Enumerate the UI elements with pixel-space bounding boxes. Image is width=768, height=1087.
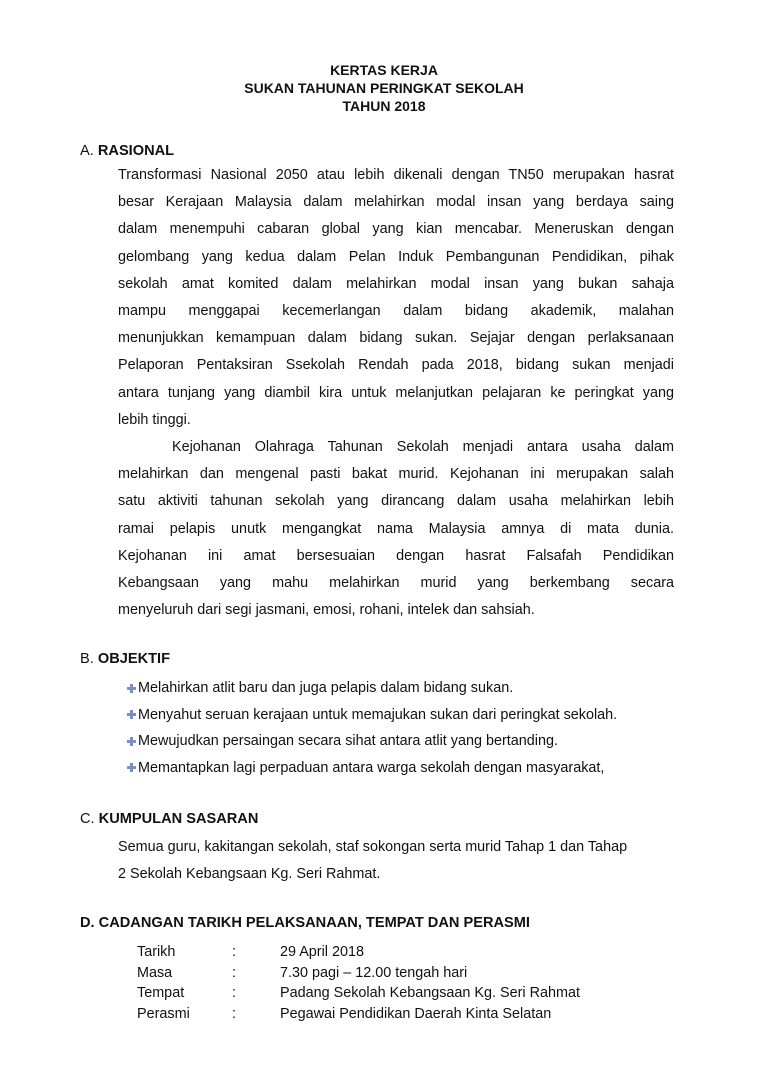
objective-text: Melahirkan atlit baru dan juga pelapis dalam bidang sukan. [138, 680, 514, 696]
detail-value: Pegawai Pendidikan Daerah Kinta Selatan [280, 1005, 552, 1022]
detail-row [137, 983, 580, 1004]
detail-separator: : [232, 944, 236, 960]
text-line: melahirkan dan mengenal pasti bakat murid. Kejohanan ini merupakan salah [118, 466, 674, 483]
objective-item [127, 755, 617, 782]
detail-value: Padang Sekolah Kebangsaan Kg. Seri Rahmat [280, 985, 581, 1001]
section-d-heading [80, 915, 530, 931]
detail-separator: : [232, 1005, 236, 1022]
details-table [137, 942, 580, 1024]
bullet-icon [127, 763, 136, 772]
text-line: Pelaporan Pentaksiran Ssekolah Rendah pada 2018, bidang sukan menjadi [118, 357, 674, 374]
objective-text: Mewujudkan persaingan secara sihat antara atlit yang bertanding. [138, 733, 558, 749]
text-line: mampu menggapai kecemerlangan dalam bidang akademik, malahan [118, 302, 674, 319]
objective-item [127, 675, 617, 702]
text-line: menunjukkan kemampuan dalam bidang sukan. Sejajar dengan perlaksanaan [118, 330, 674, 347]
title-line: TAHUN 2018 [342, 98, 426, 114]
objective-item [127, 728, 617, 755]
objective-item [127, 702, 617, 729]
text-line: Kejohanan ini amat bersesuaian dengan hasrat Falsafah Pendidikan [118, 547, 674, 564]
section-letter: C. [80, 811, 95, 827]
sasaran-paragraph [118, 834, 674, 888]
section-title: CADANGAN TARIKH PELAKSANAAN, TEMPAT DAN PERASMI [98, 915, 530, 931]
section-c-heading [80, 811, 258, 827]
title-line: SUKAN TAHUNAN PERINGKAT SEKOLAH [244, 80, 524, 96]
detail-value: 7.30 pagi – 12.00 tengah hari [280, 964, 468, 981]
text-line: gelombang yang kedua dalam Pelan Induk Pembangunan Pendidikan, pihak [118, 248, 674, 265]
section-letter: A. [80, 143, 94, 159]
document-title [0, 61, 768, 115]
text-line: Semua guru, kakitangan sekolah, staf sokongan serta murid Tahap 1 dan Tahap [118, 839, 628, 855]
detail-label: Masa [137, 964, 173, 981]
section-title: OBJEKTIF [97, 651, 171, 667]
section-title: KUMPULAN SASARAN [98, 811, 259, 827]
bullet-icon [127, 710, 136, 719]
detail-label: Tarikh [137, 944, 176, 960]
objective-list [127, 675, 617, 781]
section-a-heading [80, 143, 174, 159]
detail-row [137, 963, 580, 984]
text-line: antara tunjang yang diambil kira untuk melanjutkan pelajaran ke peringkat yang [118, 384, 674, 401]
text-line: satu aktiviti tahunan sekolah yang dirancang dalam usaha melahirkan lebih [118, 493, 674, 510]
text-line: sekolah amat komited dalam melahirkan modal insan yang bukan sahaja [118, 275, 674, 292]
detail-separator: : [232, 964, 236, 981]
rasional-paragraph-2 [118, 434, 674, 624]
text-line: Kebangsaan yang mahu melahirkan murid yang berkembang secara [118, 574, 674, 591]
detail-row [137, 942, 580, 963]
section-b-heading [80, 651, 170, 667]
text-line: dalam menempuhi cabaran global yang kian mencabar. Meneruskan dengan [118, 221, 674, 238]
text-line: Kejohanan Olahraga Tahunan Sekolah menjadi antara usaha dalam [172, 439, 674, 455]
detail-value: 29 April 2018 [280, 944, 365, 960]
section-title: RASIONAL [97, 143, 175, 159]
text-line: 2 Sekolah Kebangsaan Kg. Seri Rahmat. [118, 866, 381, 883]
bullet-icon [127, 737, 136, 746]
section-letter: D. [80, 915, 95, 931]
detail-label: Perasmi [137, 1005, 190, 1022]
detail-label: Tempat [137, 985, 185, 1001]
objective-text: Memantapkan lagi perpaduan antara warga sekolah dengan masyarakat, [138, 759, 605, 776]
objective-text: Menyahut seruan kerajaan untuk memajukan sukan dari peringkat sekolah. [138, 706, 618, 723]
text-line: menyeluruh dari segi jasmani, emosi, rohani, intelek dan sahsiah. [118, 602, 535, 619]
title-line: KERTAS KERJA [330, 62, 438, 78]
text-line: Transformasi Nasional 2050 atau lebih dikenali dengan TN50 merupakan hasrat [118, 167, 674, 183]
section-letter: B. [80, 651, 94, 667]
detail-row [137, 1004, 580, 1025]
text-line: ramai pelapis unutk mengangkat nama Malaysia amnya di mata dunia. [118, 520, 674, 537]
rasional-paragraph-1 [118, 162, 674, 434]
text-line: besar Kerajaan Malaysia dalam melahirkan modal insan yang berdaya saing [118, 194, 674, 211]
bullet-icon [127, 684, 136, 693]
detail-separator: : [232, 985, 236, 1001]
text-line: lebih tinggi. [118, 411, 191, 428]
